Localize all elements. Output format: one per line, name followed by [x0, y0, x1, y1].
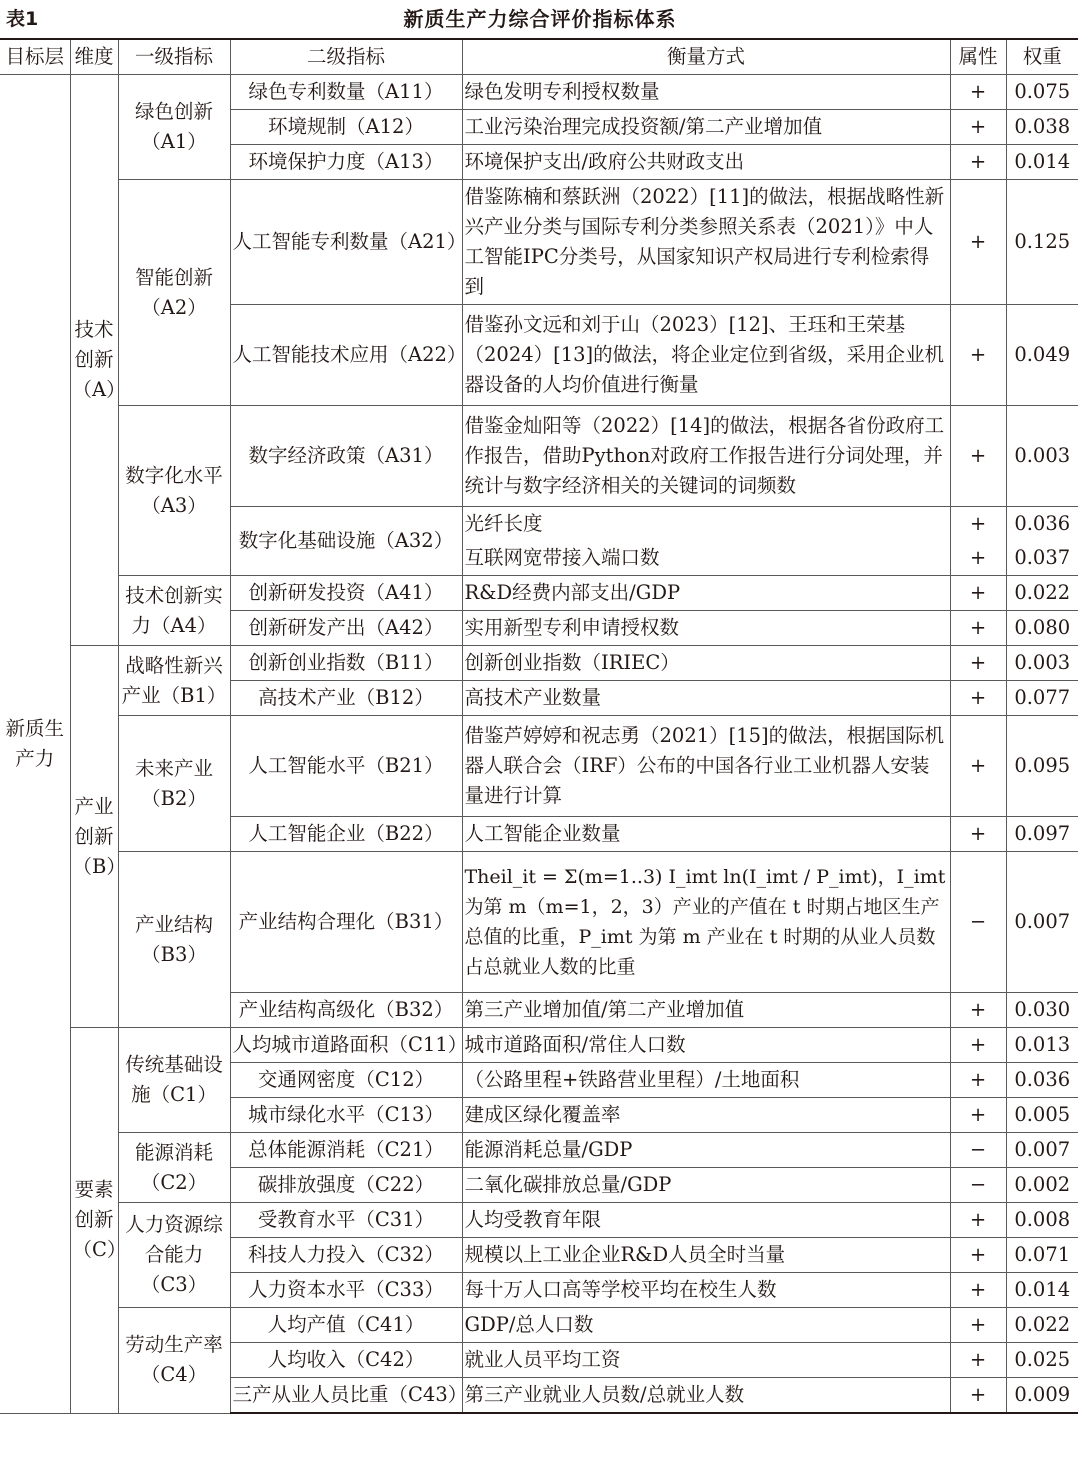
indicator-measure: R&D经费内部支出/GDP [462, 576, 950, 611]
group-b1: 战略性新兴产业（B1） [118, 646, 230, 716]
indicator-weight: 0.049 [1006, 305, 1078, 406]
indicator-measure: 环境保护支出/政府公共财政支出 [462, 145, 950, 180]
header-weight: 权重 [1006, 39, 1078, 75]
indicator-name: 创新创业指数（B11） [230, 646, 462, 681]
group-c2: 能源消耗（C2） [118, 1133, 230, 1203]
header-goal: 目标层 [0, 39, 70, 75]
indicator-measure: （公路里程+铁路营业里程）/土地面积 [462, 1063, 950, 1098]
table-row [0, 75, 1078, 110]
indicator-name: 产业结构合理化（B31） [230, 852, 462, 993]
indicator-name: 人均城市道路面积（C11） [230, 1028, 462, 1063]
group-a2: 智能创新（A2） [118, 180, 230, 406]
indicator-measure: 借鉴金灿阳等（2022）[14]的做法，根据各省份政府工作报告，借助Python对政府工作报告进行分词处理，并统计与数字经济相关的关键词的词频数 [462, 406, 950, 507]
indicator-name: 人均收入（C42） [230, 1343, 462, 1378]
indicator-attr: + [950, 1273, 1006, 1308]
indicator-name: 数字化基础设施（A32） [230, 507, 462, 576]
indicator-name: 环境保护力度（A13） [230, 145, 462, 180]
header-attribute: 属性 [950, 39, 1006, 75]
table-label: 表1 [6, 8, 39, 30]
indicator-measure: 绿色发明专利授权数量 [462, 75, 950, 110]
indicator-measure: 实用新型专利申请授权数 [462, 611, 950, 646]
indicator-measure: 二氧化碳排放总量/GDP [462, 1168, 950, 1203]
indicator-weight: 0.014 [1006, 1273, 1078, 1308]
indicator-weight: 0.095 [1006, 716, 1078, 817]
group-a1: 绿色创新（A1） [118, 75, 230, 180]
indicator-attr: + [950, 541, 1006, 576]
indicator-name: 人工智能技术应用（A22） [230, 305, 462, 406]
indicator-measure: 城市道路面积/常住人口数 [462, 1028, 950, 1063]
indicator-name: 创新研发产出（A42） [230, 611, 462, 646]
indicator-measure: 规模以上工业企业R&D人员全时当量 [462, 1238, 950, 1273]
indicator-measure: 互联网宽带接入端口数 [462, 541, 950, 576]
indicator-weight: 0.009 [1006, 1378, 1078, 1414]
indicator-attr: + [950, 1063, 1006, 1098]
group-b2: 未来产业（B2） [118, 716, 230, 852]
indicator-attr: − [950, 1133, 1006, 1168]
indicator-attr: + [950, 145, 1006, 180]
table-row [0, 716, 1078, 817]
indicator-attr: + [950, 1098, 1006, 1133]
goal-cell: 新质生产力 [0, 75, 70, 1414]
indicator-measure: 建成区绿化覆盖率 [462, 1098, 950, 1133]
indicator-measure: 人均受教育年限 [462, 1203, 950, 1238]
indicator-measure: 高技术产业数量 [462, 681, 950, 716]
indicator-measure: 就业人员平均工资 [462, 1343, 950, 1378]
indicator-name: 交通网密度（C12） [230, 1063, 462, 1098]
indicator-attr: + [950, 993, 1006, 1028]
indicator-measure: 借鉴陈楠和蔡跃洲（2022）[11]的做法，根据战略性新兴产业分类与国际专利分类参照关系表（2021）》中人工智能IPC分类号，从国家知识产权局进行专利检索得到 [462, 180, 950, 305]
header-level2: 二级指标 [230, 39, 462, 75]
indicator-attr: + [950, 576, 1006, 611]
indicator-attr: + [950, 1203, 1006, 1238]
header-measure: 衡量方式 [462, 39, 950, 75]
indicator-table [0, 38, 1078, 1414]
indicator-attr: + [950, 681, 1006, 716]
indicator-weight: 0.003 [1006, 646, 1078, 681]
indicator-attr: + [950, 646, 1006, 681]
indicator-weight: 0.097 [1006, 817, 1078, 852]
indicator-name: 受教育水平（C31） [230, 1203, 462, 1238]
indicator-weight: 0.003 [1006, 406, 1078, 507]
indicator-measure: 第三产业增加值/第二产业增加值 [462, 993, 950, 1028]
indicator-measure: 工业污染治理完成投资额/第二产业增加值 [462, 110, 950, 145]
indicator-weight: 0.013 [1006, 1028, 1078, 1063]
indicator-attr: + [950, 406, 1006, 507]
indicator-name: 科技人力投入（C32） [230, 1238, 462, 1273]
indicator-name: 创新研发投资（A41） [230, 576, 462, 611]
indicator-attr: + [950, 716, 1006, 817]
group-c3: 人力资源综合能力（C3） [118, 1203, 230, 1308]
indicator-weight: 0.008 [1006, 1203, 1078, 1238]
indicator-attr: − [950, 852, 1006, 993]
indicator-attr: + [950, 180, 1006, 305]
indicator-attr: − [950, 1168, 1006, 1203]
indicator-name: 数字经济政策（A31） [230, 406, 462, 507]
dimension-b: 产业创新（B） [70, 646, 118, 1028]
indicator-weight: 0.007 [1006, 1133, 1078, 1168]
indicator-weight: 0.077 [1006, 681, 1078, 716]
indicator-name: 人工智能水平（B21） [230, 716, 462, 817]
table-row [0, 1028, 1078, 1063]
header-dimension: 维度 [70, 39, 118, 75]
indicator-weight: 0.005 [1006, 1098, 1078, 1133]
group-a4: 技术创新实力（A4） [118, 576, 230, 646]
indicator-measure: 创新创业指数（IRIEC） [462, 646, 950, 681]
indicator-weight: 0.022 [1006, 1308, 1078, 1343]
indicator-name: 环境规制（A12） [230, 110, 462, 145]
indicator-weight: 0.080 [1006, 611, 1078, 646]
indicator-name: 三产从业人员比重（C43） [230, 1378, 462, 1414]
indicator-weight: 0.002 [1006, 1168, 1078, 1203]
table-caption [0, 0, 1080, 34]
group-a3: 数字化水平（A3） [118, 406, 230, 576]
indicator-weight: 0.075 [1006, 75, 1078, 110]
indicator-attr: + [950, 1308, 1006, 1343]
indicator-measure: 能源消耗总量/GDP [462, 1133, 950, 1168]
indicator-weight: 0.030 [1006, 993, 1078, 1028]
header-level1: 一级指标 [118, 39, 230, 75]
group-b3: 产业结构（B3） [118, 852, 230, 1028]
indicator-attr: + [950, 1378, 1006, 1414]
indicator-name: 人工智能专利数量（A21） [230, 180, 462, 305]
indicator-measure: 每十万人口高等学校平均在校生人数 [462, 1273, 950, 1308]
table-title: 新质生产力综合评价指标体系 [403, 7, 677, 31]
indicator-name: 绿色专利数量（A11） [230, 75, 462, 110]
indicator-measure: 人工智能企业数量 [462, 817, 950, 852]
table-row [0, 1133, 1078, 1168]
indicator-weight: 0.071 [1006, 1238, 1078, 1273]
group-c1: 传统基础设施（C1） [118, 1028, 230, 1133]
indicator-measure: GDP/总人口数 [462, 1308, 950, 1343]
indicator-name: 人均产值（C41） [230, 1308, 462, 1343]
indicator-attr: + [950, 110, 1006, 145]
indicator-weight: 0.036 [1006, 1063, 1078, 1098]
dimension-c: 要素创新（C） [70, 1028, 118, 1414]
indicator-attr: + [950, 75, 1006, 110]
formula-measure: Theil_it = Σ(m=1..3) I_imt ln(I_imt / P_imt)，I_imt 为第 m（m=1，2，3）产业的产值在 t 时期占地区生产总值的比重，P_imt 为第 m 产业在 t 时期的从业人员数占总就业人数的比重 [462, 852, 950, 993]
indicator-name: 高技术产业（B12） [230, 681, 462, 716]
indicator-attr: + [950, 1238, 1006, 1273]
indicator-measure: 第三产业就业人员数/总就业人数 [462, 1378, 950, 1414]
indicator-weight: 0.025 [1006, 1343, 1078, 1378]
indicator-name: 总体能源消耗（C21） [230, 1133, 462, 1168]
indicator-weight: 0.014 [1006, 145, 1078, 180]
table-row [0, 1308, 1078, 1343]
indicator-name: 人工智能企业（B22） [230, 817, 462, 852]
header-row [0, 39, 1078, 75]
indicator-weight: 0.038 [1006, 110, 1078, 145]
table-row [0, 180, 1078, 305]
dimension-a: 技术创新（A） [70, 75, 118, 646]
indicator-attr: + [950, 305, 1006, 406]
indicator-name: 产业结构高级化（B32） [230, 993, 462, 1028]
indicator-name: 碳排放强度（C22） [230, 1168, 462, 1203]
indicator-measure: 借鉴芦婷婷和祝志勇（2021）[15]的做法，根据国际机器人联合会（IRF）公布的中国各行业工业机器人安装量进行计算 [462, 716, 950, 817]
group-c4: 劳动生产率（C4） [118, 1308, 230, 1414]
table-row [0, 646, 1078, 681]
table-row [0, 852, 1078, 993]
indicator-attr: + [950, 611, 1006, 646]
table-row [0, 406, 1078, 507]
indicator-weight: 0.022 [1006, 576, 1078, 611]
indicator-attr: + [950, 817, 1006, 852]
indicator-attr: + [950, 1343, 1006, 1378]
indicator-measure: 光纤长度 [462, 507, 950, 542]
indicator-weight: 0.125 [1006, 180, 1078, 305]
indicator-name: 城市绿化水平（C13） [230, 1098, 462, 1133]
indicator-attr: + [950, 1028, 1006, 1063]
table-row [0, 1203, 1078, 1238]
indicator-attr: + [950, 507, 1006, 542]
indicator-name: 人力资本水平（C33） [230, 1273, 462, 1308]
indicator-measure: 借鉴孙文远和刘于山（2023）[12]、王珏和王荣基（2024）[13]的做法，将企业定位到省级，采用企业机器设备的人均价值进行衡量 [462, 305, 950, 406]
indicator-weight: 0.036 [1006, 507, 1078, 542]
indicator-weight: 0.007 [1006, 852, 1078, 993]
indicator-weight: 0.037 [1006, 541, 1078, 576]
table-row [0, 576, 1078, 611]
